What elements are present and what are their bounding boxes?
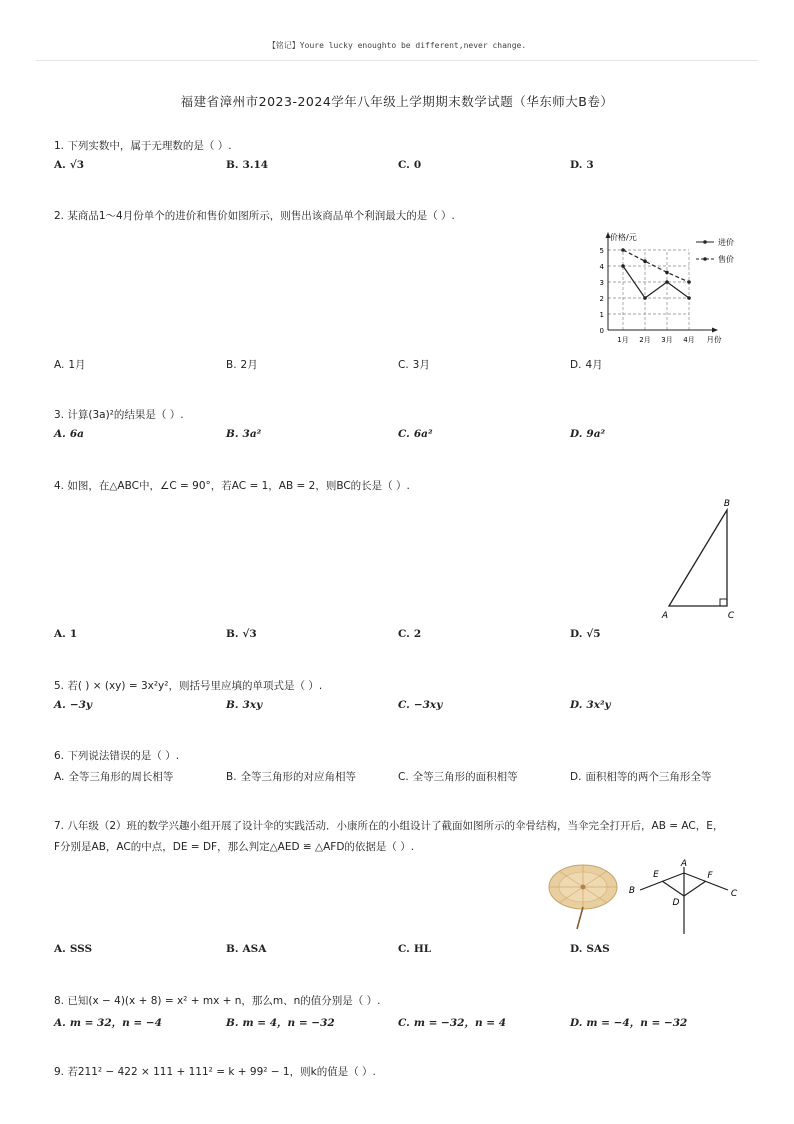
q3-option-b[interactable] bbox=[226, 428, 261, 440]
q2-option-c[interactable] bbox=[398, 357, 430, 372]
option-text: 1 bbox=[69, 628, 78, 640]
chart-grid bbox=[608, 250, 689, 330]
question-5-stem: 5. 若( ) × (xy) = 3x²y²，则括号里应填的单项式是（ ）. bbox=[54, 680, 323, 692]
triangle-figure bbox=[655, 496, 745, 622]
option-label: A. bbox=[54, 771, 65, 783]
option-text: 3月 bbox=[412, 359, 430, 371]
chart-marks bbox=[621, 240, 714, 300]
legend-cost-label: 进价 bbox=[718, 238, 734, 247]
question-9-stem: 9. 若211² − 422 × 111 + 111² = k + 99² − 1，则k的值是（ ）. bbox=[54, 1066, 376, 1078]
data-point bbox=[687, 296, 691, 300]
option-text: 2 bbox=[413, 628, 422, 640]
q1-option-d[interactable] bbox=[570, 159, 594, 171]
option-text: 3x²y bbox=[586, 699, 611, 711]
point-b-label: B bbox=[628, 886, 636, 896]
option-label: C. bbox=[398, 359, 409, 371]
q7-option-d[interactable] bbox=[570, 943, 610, 955]
question-6-stem: 6. 下列说法错误的是（ ）. bbox=[54, 750, 180, 762]
option-text: 1月 bbox=[68, 359, 86, 371]
y-tick-label: 1 bbox=[599, 311, 604, 319]
option-text: −3xy bbox=[413, 699, 443, 711]
q1-option-a[interactable] bbox=[54, 159, 84, 171]
option-label: D. bbox=[570, 628, 583, 640]
option-text: 4月 bbox=[585, 359, 603, 371]
y-tick-label: 3 bbox=[599, 279, 604, 287]
q8-option-d[interactable] bbox=[570, 1015, 687, 1030]
y-tick-label: 0 bbox=[599, 327, 604, 335]
q6-option-c[interactable] bbox=[398, 769, 518, 784]
point-a-label: A bbox=[680, 859, 688, 869]
x-tick-label: 2月 bbox=[639, 336, 651, 344]
option-label: B. bbox=[226, 428, 239, 440]
option-label: B. bbox=[226, 359, 237, 371]
question-4-stem: 4. 如图，在△ABC中，∠C = 90°，若AC = 1，AB = 2，则BC的长是（ ）. bbox=[54, 480, 410, 492]
q1-option-c[interactable] bbox=[398, 159, 421, 171]
q5-option-c[interactable] bbox=[398, 699, 442, 711]
q6-option-a[interactable] bbox=[54, 769, 173, 784]
q7-option-a[interactable] bbox=[54, 943, 92, 955]
x-tick-label: 3月 bbox=[661, 336, 673, 344]
option-label: C. bbox=[398, 428, 410, 440]
option-text: 3xy bbox=[242, 699, 263, 711]
q6-option-b[interactable] bbox=[226, 769, 356, 784]
option-label: A. bbox=[54, 428, 66, 440]
option-label: C. bbox=[398, 771, 409, 783]
option-text: √3 bbox=[69, 159, 85, 171]
vertex-b-label: B bbox=[723, 499, 731, 509]
q4-option-b[interactable] bbox=[226, 628, 257, 640]
option-label: C. bbox=[398, 943, 410, 955]
x-axis-label: 月份 bbox=[706, 335, 722, 344]
y-tick-label: 5 bbox=[599, 247, 604, 255]
legend-cost-dot bbox=[703, 240, 707, 244]
q4-option-d[interactable] bbox=[570, 628, 601, 640]
option-text: m = 32，n = −4 bbox=[69, 1017, 162, 1029]
question-7-stem-continued: F分别是AB，AC的中点，DE = DF，那么判定△AED ≌ △AFD的依据是（ ）. bbox=[54, 841, 415, 853]
q3-option-c[interactable] bbox=[398, 428, 433, 440]
option-text: 3 bbox=[586, 159, 594, 171]
question-1-stem: 1. 下列实数中，属于无理数的是（ ）. bbox=[54, 140, 232, 152]
umbrella-handle bbox=[577, 907, 583, 929]
option-text: SAS bbox=[586, 943, 610, 955]
q3-option-d[interactable] bbox=[570, 428, 605, 440]
x-tick-label: 4月 bbox=[683, 336, 695, 344]
q7-option-c[interactable] bbox=[398, 943, 431, 955]
q1-option-b[interactable] bbox=[226, 159, 268, 171]
option-label: D. bbox=[570, 159, 583, 171]
x-axis-arrow bbox=[712, 328, 718, 333]
umbrella-photo bbox=[547, 863, 619, 931]
q6-option-d[interactable] bbox=[570, 769, 711, 784]
q2-option-b[interactable] bbox=[226, 357, 258, 372]
option-text: √3 bbox=[242, 628, 257, 640]
q8-option-b[interactable] bbox=[226, 1015, 335, 1030]
option-text: 全等三角形的面积相等 bbox=[412, 771, 518, 783]
data-point bbox=[621, 264, 625, 268]
option-label: A. bbox=[54, 943, 66, 955]
point-d-label: D bbox=[672, 898, 680, 908]
option-text: ASA bbox=[242, 943, 267, 955]
data-point bbox=[643, 296, 647, 300]
vertex-c-label: C bbox=[727, 611, 735, 621]
option-label: B. bbox=[226, 1017, 239, 1029]
q5-option-d[interactable] bbox=[570, 699, 611, 711]
option-label: C. bbox=[398, 699, 410, 711]
option-text: 9a² bbox=[586, 428, 606, 440]
header-divider bbox=[36, 60, 758, 61]
point-f-label: F bbox=[707, 871, 713, 881]
q2-option-d[interactable] bbox=[570, 357, 603, 372]
option-label: C. bbox=[398, 628, 410, 640]
option-text: √5 bbox=[586, 628, 601, 640]
y-tick-label: 2 bbox=[599, 295, 604, 303]
option-label: D. bbox=[570, 943, 583, 955]
option-text: 全等三角形的对应角相等 bbox=[240, 771, 357, 783]
option-text: 面积相等的两个三角形全等 bbox=[585, 771, 712, 783]
option-text: m = −32，n = 4 bbox=[413, 1017, 507, 1029]
data-point bbox=[665, 280, 669, 284]
umbrella-frame-diagram bbox=[624, 856, 742, 938]
option-text: 6a bbox=[69, 428, 84, 440]
option-text: SSS bbox=[69, 943, 93, 955]
option-label: B. bbox=[226, 159, 239, 171]
option-label: A. bbox=[54, 628, 66, 640]
x-tick-label: 1月 bbox=[617, 336, 629, 344]
page-title: 福建省漳州市2023-2024学年八年级上学期期末数学试题（华东师大B卷） bbox=[180, 94, 614, 109]
q8-option-a[interactable] bbox=[54, 1015, 162, 1030]
y-axis-label: 价格/元 bbox=[610, 233, 637, 242]
option-label: A. bbox=[54, 699, 66, 711]
option-label: D. bbox=[570, 699, 583, 711]
point-c-label: C bbox=[730, 889, 738, 899]
q5-option-a[interactable] bbox=[54, 699, 92, 711]
q8-option-c[interactable] bbox=[398, 1015, 506, 1030]
y-tick-label: 4 bbox=[599, 263, 604, 271]
q4-option-a[interactable] bbox=[54, 628, 77, 640]
data-point bbox=[665, 271, 669, 275]
q3-option-a[interactable] bbox=[54, 428, 84, 440]
option-label: B. bbox=[226, 699, 239, 711]
point-e-label: E bbox=[653, 870, 659, 880]
option-text: 全等三角形的周长相等 bbox=[68, 771, 174, 783]
option-label: D. bbox=[570, 359, 582, 371]
chart-axes bbox=[606, 232, 719, 333]
option-text: 0 bbox=[413, 159, 422, 171]
option-text: HL bbox=[413, 943, 432, 955]
legend-sale-dot bbox=[703, 257, 707, 261]
vertex-a-label: A bbox=[661, 611, 669, 621]
q2-option-a[interactable] bbox=[54, 357, 86, 372]
triangle-abc bbox=[669, 510, 727, 606]
question-7-stem: 7. 八年级（2）班的数学兴趣小组开展了设计伞的实践活动．小康所在的小组设计了截面如图所示的伞骨结构，当伞完全打开后，AB = AC，E， bbox=[54, 820, 724, 832]
option-label: C. bbox=[398, 1017, 410, 1029]
question-3-stem: 3. 计算(3a)²的结果是（ ）. bbox=[54, 409, 184, 421]
option-text: 3a² bbox=[242, 428, 262, 440]
q4-option-c[interactable] bbox=[398, 628, 421, 640]
option-text: 6a² bbox=[413, 428, 433, 440]
q7-option-b[interactable] bbox=[226, 943, 266, 955]
question-2-stem: 2. 某商品1～4月份单个的进价和售价如图所示，则售出该商品单个利润最大的是（ ）. bbox=[54, 210, 455, 222]
option-label: C. bbox=[398, 159, 410, 171]
header-motto: 【铭记】Youre lucky enoughto be different,never change. bbox=[267, 41, 527, 50]
data-point bbox=[687, 280, 691, 284]
stretcher-fd bbox=[684, 881, 706, 896]
option-text: −3y bbox=[69, 699, 93, 711]
q5-option-b[interactable] bbox=[226, 699, 262, 711]
price-chart bbox=[584, 228, 754, 353]
data-point bbox=[621, 248, 625, 252]
option-label: D. bbox=[570, 771, 582, 783]
option-label: A. bbox=[54, 359, 65, 371]
option-label: A. bbox=[54, 1017, 66, 1029]
question-8-stem: 8. 已知(x − 4)(x + 8) = x² + mx + n，那么m、n的值分别是（ ）. bbox=[54, 995, 381, 1007]
option-label: A. bbox=[54, 159, 66, 171]
option-text: 3.14 bbox=[242, 159, 269, 171]
umbrella-hub bbox=[581, 885, 586, 890]
option-label: D. bbox=[570, 428, 583, 440]
data-point bbox=[643, 259, 647, 263]
option-text: 2月 bbox=[240, 359, 258, 371]
option-label: D. bbox=[570, 1017, 583, 1029]
legend-sale-label: 售价 bbox=[718, 255, 734, 264]
option-label: B. bbox=[226, 628, 239, 640]
option-label: B. bbox=[226, 771, 237, 783]
right-angle-mark bbox=[720, 599, 727, 606]
option-text: m = −4，n = −32 bbox=[586, 1017, 688, 1029]
option-text: m = 4，n = −32 bbox=[242, 1017, 335, 1029]
option-label: B. bbox=[226, 943, 239, 955]
stretcher-ed bbox=[662, 881, 684, 896]
